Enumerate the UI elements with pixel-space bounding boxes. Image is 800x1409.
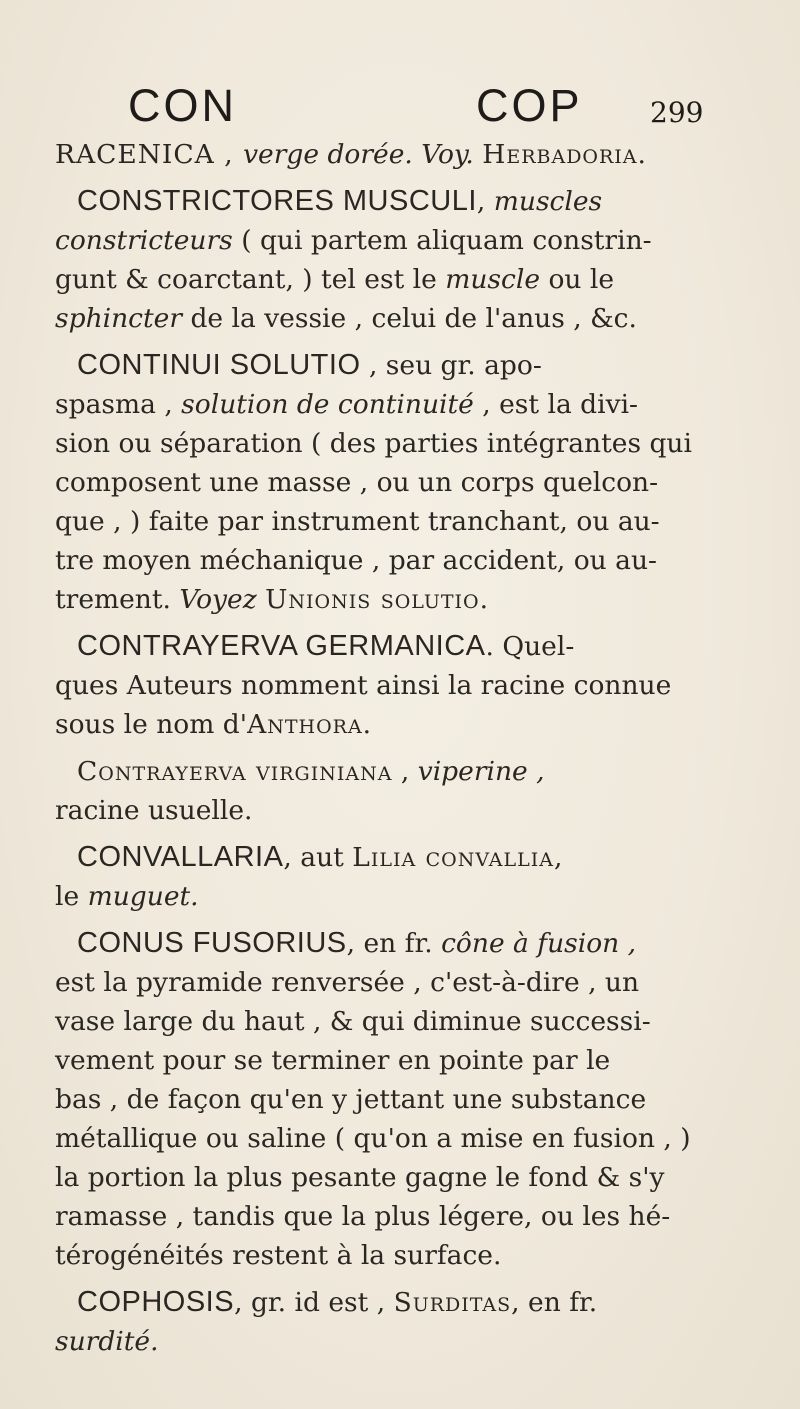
- text-run: vase large du haut , & qui diminue successi-: [55, 1006, 651, 1037]
- text-line: [55, 1080, 765, 1119]
- text-run: sous le nom d': [55, 709, 248, 740]
- text-run: CONTINUI SOLUTIO: [77, 349, 361, 381]
- text-run: ques Auteurs nomment ainsi la racine connue: [55, 670, 672, 701]
- text-run: gunt & coarctant, ) tel est le: [55, 264, 446, 295]
- text-run: la portion la plus pesante gagne le fond & s'y: [55, 1162, 665, 1193]
- text-run: constricteurs: [55, 225, 242, 256]
- text-run: spasma ,: [55, 389, 182, 420]
- text-line: [55, 1002, 765, 1041]
- text-line: [55, 791, 765, 830]
- text-run: , en fr.: [511, 1287, 598, 1318]
- paragraph-gap: [55, 916, 765, 924]
- text-run: métallique ou saline ( qu'on a mise en fusion , ): [55, 1123, 691, 1154]
- text-line: [55, 182, 765, 221]
- page-number: 299: [650, 96, 704, 129]
- text-run: que , ) faite par instrument tranchant, ou au-: [55, 506, 660, 537]
- paragraph-gap: [55, 174, 765, 182]
- text-run: Anthora.: [247, 709, 373, 740]
- text-line: [55, 424, 765, 463]
- text-run: , aut: [283, 842, 353, 873]
- text-line: [55, 221, 765, 260]
- paragraph-gap: [55, 744, 765, 752]
- text-line: [55, 963, 765, 1002]
- text-line: [55, 385, 765, 424]
- text-run: , est la divi-: [482, 389, 639, 420]
- paragraph-gap: [55, 619, 765, 627]
- text-run: muscles: [493, 186, 603, 217]
- text-run: sphincter: [55, 303, 183, 334]
- text-line: [55, 1041, 765, 1080]
- text-run: surdité.: [55, 1326, 159, 1357]
- text-line: [55, 502, 765, 541]
- text-line: [55, 1197, 765, 1236]
- page-body: [55, 135, 765, 1361]
- text-line: [55, 580, 765, 619]
- paragraph-gap: [55, 830, 765, 838]
- text-run: muguet.: [87, 881, 199, 912]
- text-line: [55, 463, 765, 502]
- text-run: RACENICA ,: [55, 139, 244, 170]
- text-run: racine usuelle.: [55, 795, 253, 826]
- text-run: cône à fusion ,: [441, 928, 637, 959]
- running-header: [0, 80, 800, 140]
- text-line: [55, 1119, 765, 1158]
- text-run: CONUS FUSORIUS: [77, 927, 347, 959]
- text-run: ,: [392, 756, 418, 787]
- text-run: verge dorée. Voy.: [243, 139, 483, 170]
- text-run: . Quel-: [485, 631, 575, 662]
- text-line: [55, 1158, 765, 1197]
- text-run: solution de continuité: [181, 389, 483, 420]
- paragraph-gap: [55, 338, 765, 346]
- text-run: ramasse , tandis que la plus légere, ou les hé-: [55, 1201, 671, 1232]
- text-line: [55, 260, 765, 299]
- text-line: [55, 346, 765, 385]
- header-right: COP: [476, 80, 583, 131]
- text-run: sion ou séparation ( des parties intégrantes qui: [55, 428, 692, 459]
- text-run: térogénéités restent à la surface.: [55, 1240, 502, 1271]
- paragraph-gap: [55, 1275, 765, 1283]
- text-line: [55, 838, 765, 877]
- text-run: CONTRAYERVA GERMANICA: [77, 630, 486, 662]
- text-line: [55, 135, 765, 174]
- text-run: ,: [476, 186, 494, 217]
- text-run: muscle: [445, 264, 541, 295]
- text-run: , gr. id est ,: [234, 1287, 394, 1318]
- text-line: [55, 299, 765, 338]
- text-run: tre moyen méchanique , par accident, ou au-: [55, 545, 657, 576]
- text-line: [55, 752, 765, 791]
- text-line: [55, 1283, 765, 1322]
- text-run: bas , de façon qu'en y jettant une substance: [55, 1084, 647, 1115]
- text-run: Contrayerva virginiana: [77, 756, 393, 787]
- text-line: [55, 705, 765, 744]
- text-line: [55, 1236, 765, 1275]
- header-left: CON: [128, 80, 237, 131]
- text-run: CONVALLARIA: [77, 841, 284, 873]
- text-run: viperine ,: [417, 756, 545, 787]
- text-run: CONSTRICTORES MUSCULI: [77, 185, 477, 217]
- text-run: COPHOSIS: [77, 1286, 235, 1318]
- text-run: Voyez: [179, 584, 266, 615]
- text-run: ( qui partem aliquam constrin-: [241, 225, 652, 256]
- text-line: [55, 666, 765, 705]
- text-run: Surditas: [393, 1287, 512, 1318]
- text-line: [55, 541, 765, 580]
- text-line: [55, 924, 765, 963]
- text-line: [55, 627, 765, 666]
- text-run: trement.: [55, 584, 180, 615]
- text-line: [55, 1322, 765, 1361]
- text-run: de la vessie , celui de l'anus , &c.: [182, 303, 637, 334]
- text-run: , en fr.: [346, 928, 442, 959]
- text-run: ou le: [540, 264, 615, 295]
- text-run: Herbadoria.: [482, 139, 647, 170]
- text-line: [55, 877, 765, 916]
- text-run: Unionis solutio.: [265, 584, 490, 615]
- text-run: Lilia convallia,: [352, 842, 564, 873]
- text-run: vement pour se terminer en pointe par le: [55, 1045, 611, 1076]
- text-run: composent une masse , ou un corps quelcon-: [55, 467, 659, 498]
- text-run: le: [55, 881, 88, 912]
- text-run: , seu gr. apo-: [360, 350, 542, 381]
- text-run: est la pyramide renversée , c'est-à-dire , un: [55, 967, 640, 998]
